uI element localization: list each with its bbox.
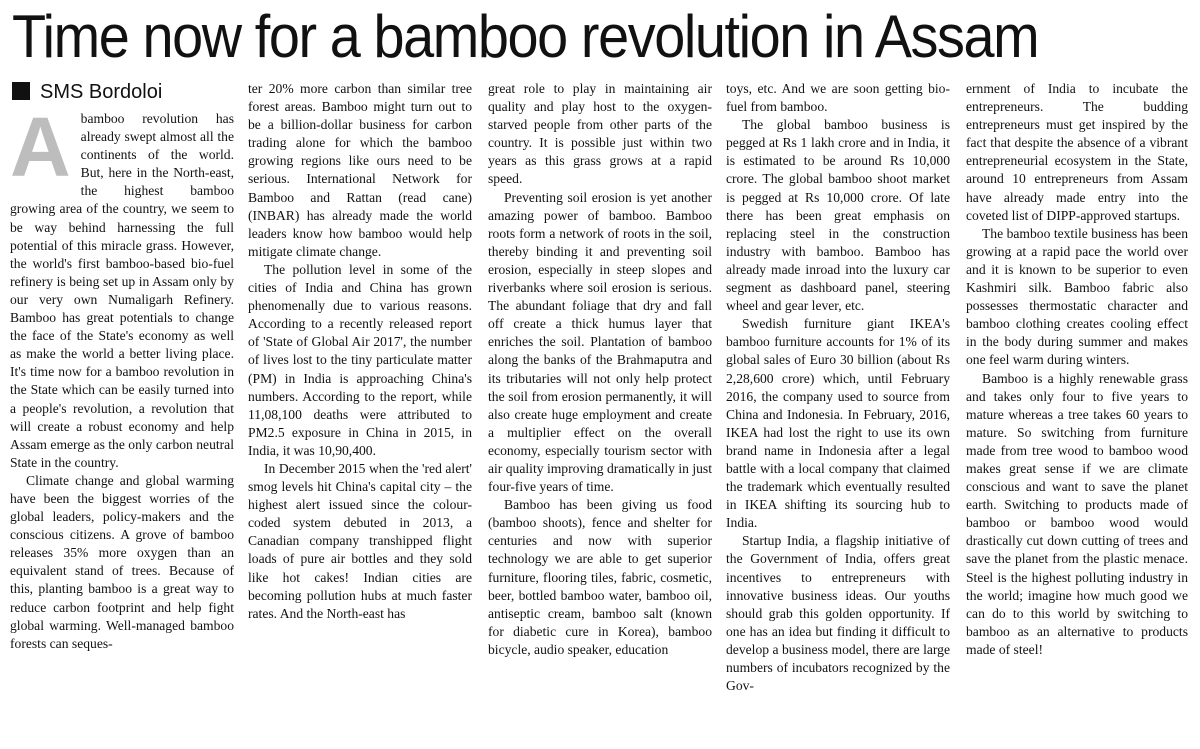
byline xyxy=(12,80,238,104)
article-column-1 xyxy=(10,110,234,744)
article-column-5 xyxy=(966,80,1188,744)
drop-cap: A xyxy=(10,110,71,194)
article-paragraph: Bamboo is a highly renewable grass and takes only four to five years to mature whereas a tree takes 60 years to mature. So switching from furniture made from tree wood to bamboo wood makes great sense if we are climate conscious and want to save the planet earth. Switching to products made of bamboo or bamboo wood would drastically cut down cutting of trees and save the planet from the plastic menace. Steel is the highest polluting industry in the world; imagine how much good we can do to this world by switching to bamboo as an alternative to products made of steel! xyxy=(966,370,1188,657)
article-paragraph: Bamboo has been giving us food (bamboo shoots), fence and shelter for centuries and now with superior technology we are able to get superior furniture, flooring tiles, fabric, cosmetic, beer, bottled bamboo water, bamboo oil, antiseptic cream, bamboo salt (known for diabetic cure in Korea), bamboo bicycle, audio speaker, education xyxy=(488,497,712,657)
article-paragraph: ter 20% more carbon than similar tree forest areas. Bamboo might turn out to be a billion-dollar business for carbon trading alone for which the bamboo growing regions like ours need to be serious. International Network for Bamboo and Rattan (read cane) (INBAR) has already made the world leaders know how bamboo would help mitigate climate change. xyxy=(248,81,472,259)
article-paragraph: great role to play in maintaining air quality and play host to the oxygen-starved people from other parts of the country. It is possible just within two years as this grass grows at a rapid speed. xyxy=(488,81,712,187)
article-paragraph: Climate change and global warming have been the biggest worries of the global leaders, policy-makers and the conscious citizens. A grove of bamboo releases 35% more oxygen than an equivalent stand of trees. Because of this, planting bamboo is a great way to reduce carbon footprint and help fight global warming. Well-managed bamboo forests can seques- xyxy=(10,472,234,651)
article-paragraph: ernment of India to incubate the entrepreneurs. The budding entrepreneurs must get inspired by the fact that despite the absence of a vibrant entrepreneurial ecosystem in the State, around 10 entrepreneurs from Assam have already made entry into the coveted list of DIPP-approved startups. xyxy=(966,81,1188,223)
article-paragraph: The global bamboo business is pegged at Rs 1 lakh crore and in India, it is estimated to be around Rs 10,000 crore. The global bamboo shoot market is pegged at Rs 10,000 crore. Of late there has been great emphasis on replacing steel in the construction industry with bamboo. Bamboo has already made inroad into the luxury car segment as dashboard panel, steering wheel and gear lever, etc. xyxy=(726,117,950,314)
byline-square-icon xyxy=(12,82,30,100)
article-paragraph: In December 2015 when the 'red alert' smog levels hit China's capital city – the highest alert issued since the colour-coded system debuted in 2013, a Canadian company transhipped flight loads of pure air bottles and they sold like hot cakes! Indian cities are becoming pollution hubs at much faster rates. And the North-east has xyxy=(248,460,472,621)
article-paragraph: The bamboo textile business has been growing at a rapid pace the world over and it is known to be superior to even Kashmiri silk. Bamboo fabric also possesses thermostatic character and bamboo clothing creates cooling effect in the body during summer and makes one feel warm during winters. xyxy=(966,225,1188,368)
article-column-2 xyxy=(248,80,472,744)
article-column-3 xyxy=(488,80,712,744)
headline: Time now for a bamboo revolution in Assam xyxy=(12,3,1039,70)
article-paragraph: Startup India, a flagship initiative of the Government of India, offers great incentives to entrepreneurs with innovative business ideas. Our youths should grab this golden opportunity. If one has an idea but finding it difficult to develop a business model, there are large numbers of incubators recognized by the Gov- xyxy=(726,533,950,694)
article-paragraph: toys, etc. And we are soon getting bio-fuel from bamboo. xyxy=(726,81,950,115)
article-paragraph: The pollution level in some of the cities of India and China has grown phenomenally due to various reasons. According to a recently released report of 'State of Global Air 2017', the number of lives lost to the tiny particulate matter (PM) in India is approaching China's numbers. According to the report, while 11,08,100 deaths were attributed to PM2.5 exposure in China in 2015, in India, it was 10,90,400. xyxy=(248,261,472,458)
article-paragraph: Swedish furniture giant IKEA's bamboo furniture accounts for 1% of its global sales of Euro 30 billion (about Rs 2,28,600 crore) which, until February 2016, the company used to source from China and Indonesia. In February, 2016, IKEA had lost the right to use its own brand name in Indonesia after a legal battle with a local company that claimed the trademark which eventually resulted in IKEA shifting its sourcing hub to India. xyxy=(726,316,950,531)
author-name: SMS Bordoloi xyxy=(40,81,163,103)
article-column-4 xyxy=(726,80,950,744)
article-paragraph: bamboo revolution has already swept almost all the continents of the world. But, here in the North-east, the highest bamboo growing area of the country, we seem to be way behind harnessing the full potential of this miracle grass. However, the world's first bamboo-based bio-fuel refinery is being set up in Assam only by our very own Numaligarh Refinery. Bamboo has great potentials to change the face of the State's economy as well as make the world a better living place. It's time now for a bamboo revolution in the State which can be easily turned into a people's revolution, a revolution that will create a robust economy and help Assam emerge as the only carbon neutral State in the country. xyxy=(10,111,234,470)
article-paragraph: Preventing soil erosion is yet another amazing power of bamboo. Bamboo roots form a network of roots in the soil, thereby binding it and preventing soil erosion, especially in steep slopes and riverbanks where soil erosion is serious. The abundant foliage that dry and fall off create a thick humus layer that enriches the soil. Plantation of bamboo along the banks of the Brahmaputra and its tributaries will not only help protect the soil from erosion permanently, it will also create huge employment and create a multiplier effect on the overall economy, especially tourism sector with air quality improving dramatically in just four-five years of time. xyxy=(488,189,712,495)
